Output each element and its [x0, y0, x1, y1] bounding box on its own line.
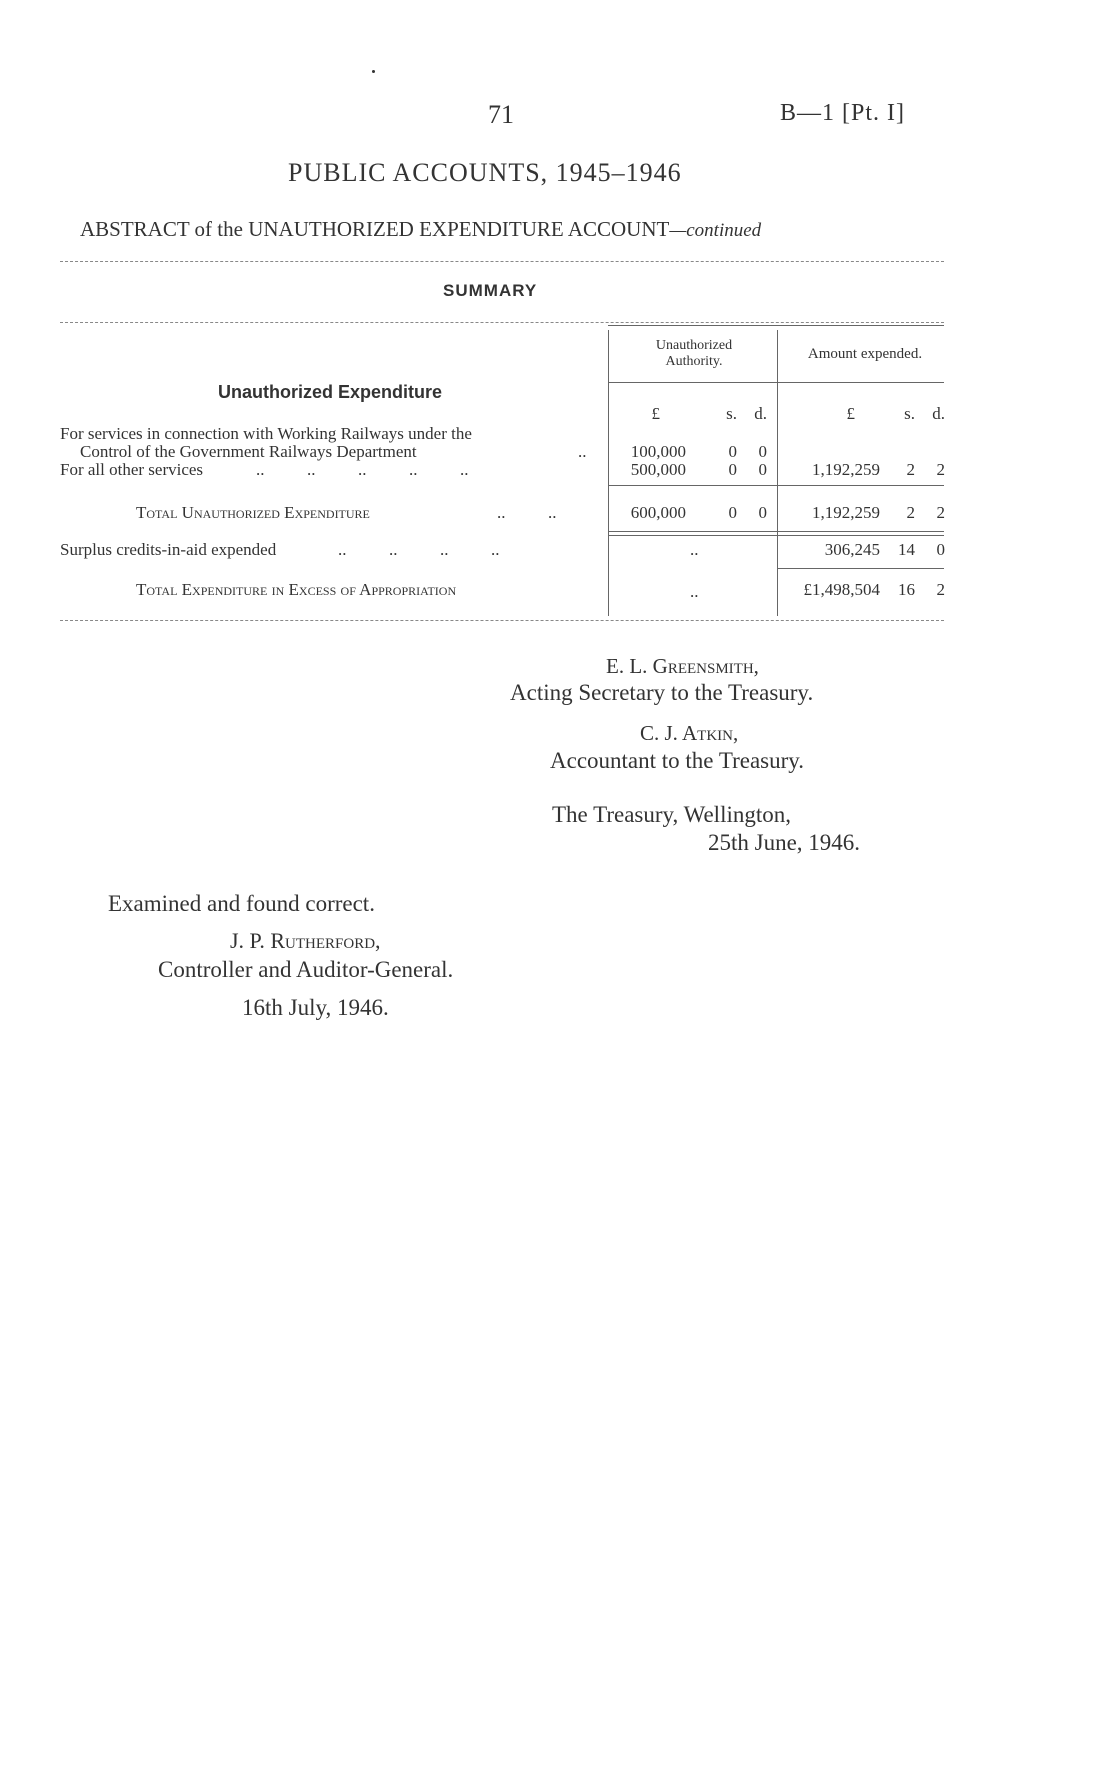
unit-d-auth: d.	[754, 404, 767, 423]
signature-1-title: Acting Secretary to the Treasury.	[510, 680, 814, 705]
unit-d-exp: d.	[932, 404, 945, 423]
row2-label: For all other services	[60, 460, 204, 479]
unit-s-auth: s.	[726, 404, 737, 423]
page-number: 71	[488, 100, 514, 129]
surplus-auth: ..	[690, 540, 699, 559]
surplus-leader: .. .. .. ..	[338, 540, 500, 559]
col-expended-header: Amount expended.	[807, 346, 923, 362]
row2-exp-d: 2	[936, 460, 945, 479]
auditor-name: J. P. Rutherford,	[230, 928, 381, 953]
row1-label-line1: For services in connection with Working Railways under the	[60, 424, 472, 443]
row1-auth-pounds: 100,000	[630, 442, 686, 461]
col-header-top-rule	[608, 325, 944, 326]
total-excess-exp-s: 16	[898, 580, 915, 599]
signature-1-name: E. L. Greensmith,	[606, 654, 759, 678]
unit-s-exp: s.	[904, 404, 915, 423]
total-excess-auth: ..	[690, 582, 699, 601]
total-excess-label: Total Expenditure in Excess of Appropriation	[136, 580, 457, 599]
surplus-exp-pounds: 306,245	[824, 540, 880, 559]
row-header: Unauthorized Expenditure	[218, 382, 443, 402]
total-double-rule-1	[608, 531, 944, 532]
total-unauth-exp-d: 2	[936, 503, 945, 522]
col-divider-2	[777, 330, 778, 616]
document-title: PUBLIC ACCOUNTS, 1945–1946	[288, 158, 682, 187]
signature-place: The Treasury, Wellington,	[552, 802, 791, 827]
signature-2-name: C. J. Atkin,	[640, 721, 739, 745]
unit-pound-exp: £	[846, 404, 855, 423]
total-excess-exp-pounds: £1,498,504	[803, 580, 880, 599]
total-unauth-exp-s: 2	[906, 503, 915, 522]
audit-statement: Examined and found correct.	[108, 891, 375, 916]
total-unauth-exp-pounds: 1,192,259	[812, 503, 880, 522]
surplus-exp-s: 14	[898, 540, 915, 559]
audit-date: 16th July, 1946.	[242, 995, 389, 1020]
unit-pound-auth: £	[651, 404, 660, 423]
total-unauth-auth-s: 0	[728, 503, 737, 522]
total-unauth-label: Total Unauthorized Expenditure	[136, 503, 370, 522]
table-bottom-rule	[60, 620, 944, 621]
document-reference: B—1 [Pt. I]	[780, 100, 905, 126]
subtotal-rule	[608, 485, 944, 486]
signature-date: 25th June, 1946.	[708, 830, 861, 855]
auditor-title: Controller and Auditor-General.	[158, 957, 454, 982]
total-unauth-auth-d: 0	[758, 503, 767, 522]
row2-auth-pounds: 500,000	[630, 460, 686, 479]
title-rule	[60, 261, 944, 262]
surplus-label: Surplus credits-in-aid expended	[60, 540, 277, 559]
stray-mark	[372, 70, 375, 73]
row2-auth-s: 0	[728, 460, 737, 479]
col-header-bottom-rule	[608, 382, 944, 383]
surplus-exp-d: 0	[936, 540, 945, 559]
signature-2-title: Accountant to the Treasury.	[550, 748, 805, 773]
total-unauth-leader: .. ..	[497, 503, 557, 522]
row2-exp-s: 2	[906, 460, 915, 479]
total-unauth-auth-pounds: 600,000	[630, 503, 686, 522]
row1-label-line2: Control of the Government Railways Department	[80, 442, 417, 461]
col-authority-header: Unauthorized Authority.	[655, 338, 733, 369]
row1-auth-s: 0	[728, 442, 737, 461]
table-top-rule	[60, 322, 944, 323]
row1-leader: ..	[578, 442, 587, 461]
subtitle-suffix: —continued	[669, 220, 762, 241]
row2-auth-d: 0	[758, 460, 767, 479]
row2-leader: .. .. .. .. ..	[256, 460, 469, 479]
total-excess-exp-d: 2	[936, 580, 945, 599]
row1-auth-d: 0	[758, 442, 767, 461]
excess-rule	[777, 568, 944, 569]
row2-exp-pounds: 1,192,259	[812, 460, 880, 479]
summary-heading: SUMMARY	[443, 281, 538, 300]
document-subtitle	[80, 217, 761, 242]
subtitle-main: ABSTRACT of the UNAUTHORIZED EXPENDITURE ACCOUNT	[80, 217, 670, 241]
total-double-rule-2	[608, 535, 944, 536]
